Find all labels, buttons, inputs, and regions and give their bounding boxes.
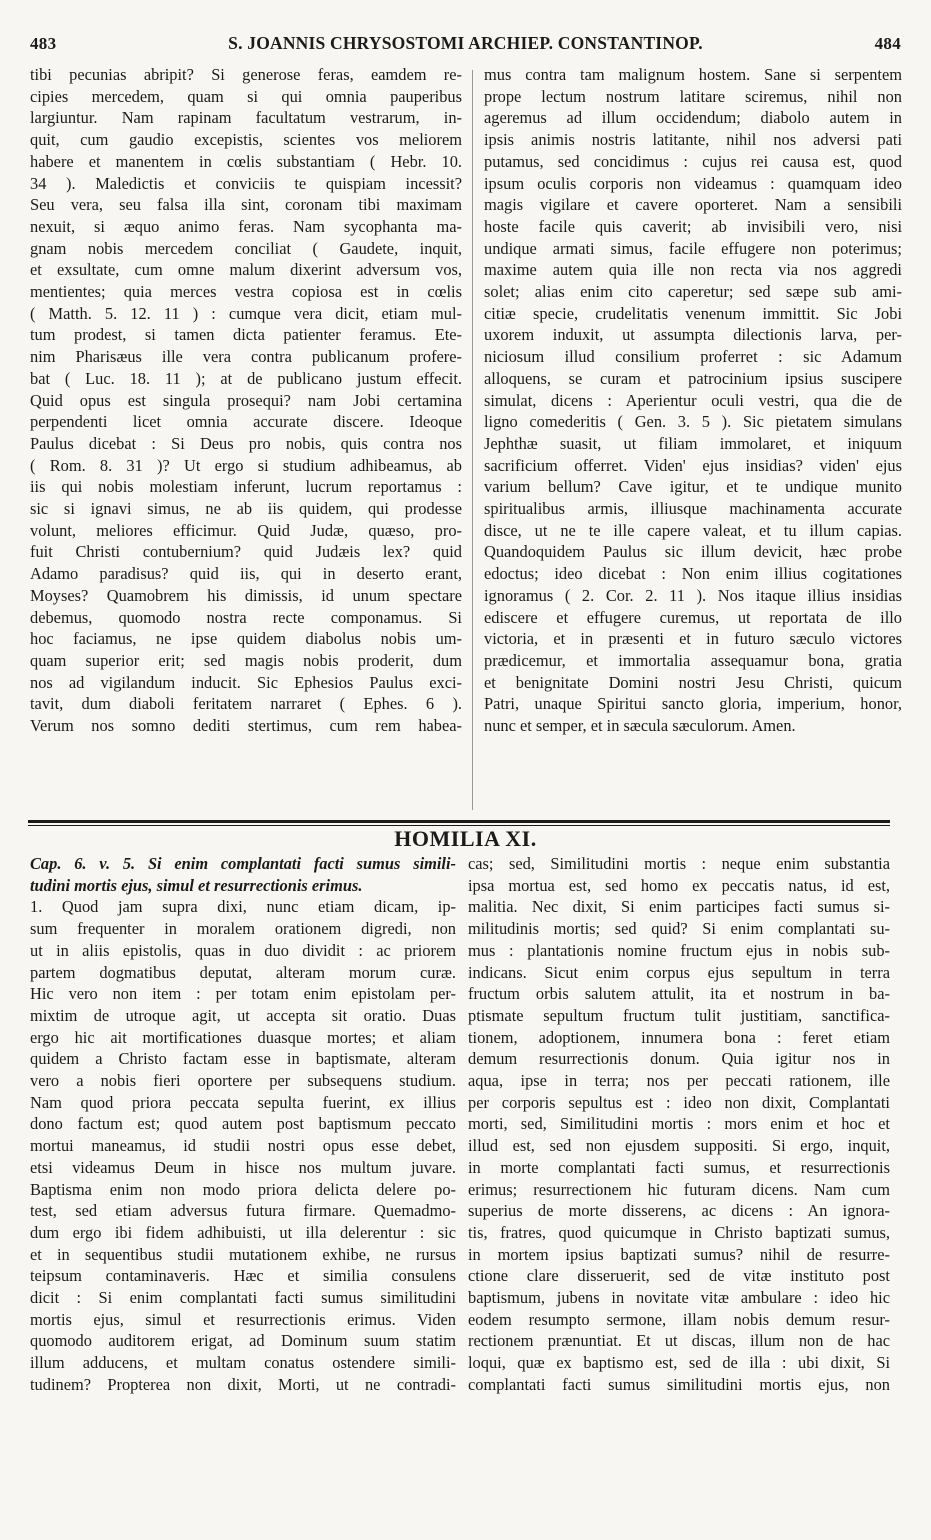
page-number-right: 484 (874, 34, 901, 53)
text-line: mortui maneamus, id studii nostri opus esse debet, (30, 1136, 456, 1156)
text-line: ediscere et effugere curemus, ut reportata de illo (484, 607, 902, 627)
text-line: hoc faciamus, ne ipse quidem diabolus nobis um- (30, 629, 462, 649)
text-line: et exsultate, cum omne malum dixerint adversum vos, (30, 260, 462, 280)
text-line: tudinem? Propterea non dixit, Morti, ut ne contradi- (30, 1374, 456, 1394)
text-line: test, sed etiam adversus futura firmare. Quemadmo- (30, 1201, 456, 1221)
text-line: tibi pecunias abripit? Si generose feras, eamdem re- (30, 65, 462, 84)
text-line: tavit, dum diaboli feritatem narraret ( Ephes. 6 ). (30, 694, 462, 714)
text-line: in morte complantati facti sumus, et resurrectionis (468, 1157, 890, 1177)
text-line: Cap. 6. v. 5. Si enim complantati facti sumus simili- (30, 854, 456, 873)
text-line: gnam nobis mercedem conciliat ( Gaudete, inquit, (30, 238, 462, 258)
text-line: quomodo auditorem erigat, ad Dominum suum statim (30, 1331, 456, 1351)
text-column-bottom-right (468, 853, 890, 1396)
text-line: Quandoquidem Paulus sic illum devicit, hæc probe (484, 542, 902, 562)
text-line: ergo hic ait mortificationes duasque mortes; et aliam (30, 1027, 456, 1047)
text-line: sic si ignavi simus, ne ab iis quidem, qui prodesse (30, 499, 462, 519)
text-line: mortis ejus, simul et resurrectionis erimus. Viden (30, 1309, 456, 1329)
text-line: nos ad vigilandum inducit. Sic Ephesios Paulus exci- (30, 672, 462, 692)
text-line: simulat, dicens : Aperientur oculi vestri, qua die de (484, 390, 902, 410)
text-line: largiuntur. Nam rapinam facultatum vestrarum, in- (30, 108, 462, 128)
text-line: ipsum oculis corporis non videamus : quamquam ideo (484, 173, 902, 193)
text-line: volunt, meliores efficimur. Quid Judæ, quæso, pro- (30, 520, 462, 540)
text-line: sacrificium offerret. Viden' ejus insidias? viden' ejus (484, 455, 902, 475)
text-line: mentientes; quia merces vestra copiosa est in cœlis (30, 282, 462, 302)
text-line: vero a nobis fieri oportere per subsequens studium. (30, 1071, 456, 1091)
text-line: indicans. Sicut enim corpus ejus sepultum in terra (468, 962, 890, 982)
text-line: dono factum est; quod autem post baptismum peccato (30, 1114, 456, 1134)
text-line: ligno comederitis ( Gen. 3. 5 ). Sic pietatem simulans (484, 412, 902, 432)
running-header (30, 33, 901, 59)
text-line: perpendenti licet omnia accurate discere. Ideoque (30, 412, 462, 432)
text-column-bottom-left (30, 853, 456, 1396)
text-line: dum ergo ibi fidem adhibuisti, ut illa delerentur : sic (30, 1222, 456, 1242)
text-line: rectionem prænuntiat. Et ut discas, illum non de hac (468, 1331, 890, 1351)
text-line: 1. Quod jam supra dixi, nunc etiam dicam, ip- (30, 897, 456, 917)
text-line: citiæ specie, crudelitatis venenum immittit. Sic Jobi (484, 303, 902, 323)
text-line: Nam quod priora peccata sepulta fuerint, ex illius (30, 1092, 456, 1112)
text-line: complantati facti sumus similitudini mortis ejus, non (468, 1374, 890, 1394)
text-line: mixtim de utroque agit, ut accepta sit oratio. Duas (30, 1005, 456, 1025)
text-line: ipsa mortua est, sed homo ex peccatis natus, id est, (468, 875, 890, 895)
running-title: S. JOANNIS CHRYSOSTOMI ARCHIEP. CONSTANTINOP. (228, 33, 703, 53)
text-line: partem dogmatibus deputat, alteram morum curæ. (30, 962, 456, 982)
text-line: illum adducens, et multam conatus ostendere simili- (30, 1353, 456, 1373)
text-line: ipsis animis nostris latitante, nihil nos adversi pati (484, 130, 902, 150)
text-line: erimus; resurrectionem hic futuram dicens. Nam cum (468, 1179, 890, 1199)
text-line: malitia. Nec dixit, Si enim participes facti sumus si- (468, 897, 890, 917)
text-line: spiritualibus armis, illiusque machinamenta accurate (484, 499, 902, 519)
text-line: ptismate sepultum fructum tulit justitiam, sanctifica- (468, 1005, 890, 1025)
text-line: mus contra tam malignum hostem. Sane si serpentem (484, 65, 902, 84)
text-line: hoste facile quis caverit; ab invisibili vero, nisi (484, 216, 902, 236)
text-line: cipies mercedem, quam si qui omnia pauperibus (30, 86, 462, 106)
text-line: loqui, quæ ex baptismo est, sed de illa : ubi dixit, Si (468, 1353, 890, 1373)
text-column-top-right (484, 64, 902, 737)
text-line: cas; sed, Similitudini mortis : neque enim substantia (468, 854, 890, 873)
text-line: habere et manentem in cœlis substantiam ( Hebr. 10. (30, 151, 462, 171)
text-line: varium bellum? Cave igitur, et te undique munito (484, 477, 902, 497)
text-line: tudini mortis ejus, simul et resurrectionis erimus. (30, 875, 363, 895)
text-line: Adamo paradisus? quid iis, qui in deserto erant, (30, 564, 462, 584)
text-line: dicit : Si enim complantati facti sumus similitudini (30, 1288, 456, 1308)
text-line: niciosum illud consilium proferret : sic Adamum (484, 347, 902, 367)
text-line: Quid opus est singula prosequi? nam Jobi certamina (30, 390, 462, 410)
homily-title: HOMILIA XI. (394, 826, 537, 851)
text-line: Seu vera, seu falsa illa sint, coronam tibi maximam (30, 195, 462, 215)
text-line: putamus, sed concidimus : cujus rei causa est, quod (484, 151, 902, 171)
text-line: disce, ut ne te ille capere valeat, et tu illum capias. (484, 520, 902, 540)
text-line: ignoramus ( 2. Cor. 2. 11 ). Nos itaque illius insidias (484, 585, 902, 605)
text-line: fuit Christi contubernium? quid Judæis lex? quid (30, 542, 462, 562)
text-line: eodem resumpto sermone, illam nobis demum resur- (468, 1309, 890, 1329)
text-line: ageremus ad illum occidendum; diabolo autem in (484, 108, 902, 128)
text-line: et benignitate Domini nostri Jesu Christi, quicum (484, 672, 902, 692)
text-line: quit, cum gaudio excepistis, scientes vos meliorem (30, 130, 462, 150)
text-line: tis, fratres, quod quicumque in Christo baptizati sumus, (468, 1222, 890, 1242)
text-line: superius de morte disserens, ac dicens : An ignora- (468, 1201, 890, 1221)
text-line: etsi videamus Deum in hisce nos multum juvare. (30, 1157, 456, 1177)
text-line: fructum orbis salutem attulit, ita et nostrum in ba- (468, 984, 890, 1004)
text-line: ut in aliis epistolis, quas in duo dividit : ac priorem (30, 940, 456, 960)
text-line: Jephthæ suasit, ut filiam immolaret, et iniquum (484, 433, 902, 453)
text-line: aqua, ipse in terra; nos per peccati rationem, ille (468, 1071, 890, 1091)
text-line: quam superior erit; sed magis nobis proderit, dum (30, 650, 462, 670)
text-line: bat ( Luc. 18. 11 ); at de publicano justum effecit. (30, 368, 462, 388)
text-line: quidem a Christo factam esse in baptismate, alteram (30, 1049, 456, 1069)
page-number-left: 483 (30, 34, 57, 53)
text-column-top-left (30, 64, 462, 737)
text-line: Patri, unaque Spiritui sancto gloria, imperium, honor, (484, 694, 902, 714)
text-line: Hic vero non item : per totam enim epistolam per- (30, 984, 456, 1004)
text-line: uxorem induxit, ut assumpta dilectionis larva, per- (484, 325, 902, 345)
text-line: ( Matth. 5. 12. 11 ) : cumque vera dicit, etiam mul- (30, 303, 462, 323)
text-line: in mortem ipsius baptizati sumus? nihil de resurre- (468, 1244, 890, 1264)
text-line: alloquens, se curam et patrocinium ipsius suscipere (484, 368, 902, 388)
section-divider (28, 820, 890, 823)
text-line: victoria, et in præsenti et in futuro sæculo victores (484, 629, 902, 649)
text-line: baptismum, jubens in novitate vitæ ambulare : ideo hic (468, 1288, 890, 1308)
text-line: illud est, sed non ejusdem suppositi. Si ergo, inquit, (468, 1136, 890, 1156)
text-line: tionem, adoptionem, innumera bona : feret etiam (468, 1027, 890, 1047)
text-line: ctione clare disseruerit, sed de vitæ instituto post (468, 1266, 890, 1286)
text-line: iis qui nobis molestiam inferunt, lucrum reportamus : (30, 477, 462, 497)
text-line: Verum nos somno dediti stertimus, cum rem habea- (30, 716, 462, 736)
text-line: demum resurrectionis donum. Quia igitur nos in (468, 1049, 890, 1069)
text-line: debemus, quomodo nostra recte componamus. Si (30, 607, 462, 627)
homily-paragraph (30, 896, 456, 1395)
text-line: Paulus dicebat : Si Deus pro nobis, quis contra nos (30, 433, 462, 453)
text-line: 34 ). Maledictis et conviciis te quispiam incessit? (30, 173, 462, 193)
text-line: solet; alias enim cito caperetur; sed sæpe sub ami- (484, 282, 902, 302)
text-line: undique armati simus, facile effugere non poterimus; (484, 238, 902, 258)
text-line: nexuit, si æquo animo feras. Nam sycophanta ma- (30, 216, 462, 236)
text-line: sum frequenter in moralem orationem digredi, non (30, 919, 456, 939)
text-line: nunc et semper, et in sæcula sæculorum. Amen. (484, 716, 796, 736)
text-line: et in sequentibus studii mutationem exhibe, ne rursus (30, 1244, 456, 1264)
text-line: per corporis sepultus est : ideo non dixit, Complantati (468, 1092, 890, 1112)
text-line: prope lectum nostrum latitare sciremus, nihil non (484, 86, 902, 106)
text-line: Baptisma enim non modo priora delicta delere po- (30, 1179, 456, 1199)
text-line: magis vigilare et cavere oporteret. Nam a sensibili (484, 195, 902, 215)
text-line: ( Rom. 8. 31 )? Ut ergo si studium adhibeamus, ab (30, 455, 462, 475)
text-line: morti, sed, Similitudini mortis : mors enim et hoc et (468, 1114, 890, 1134)
text-line: tum prodest, si tamen dicta patienter feramus. Ete- (30, 325, 462, 345)
column-separator (472, 70, 473, 810)
text-line: Moyses? Quamobrem his dimissis, id unum spectare (30, 585, 462, 605)
text-line: mus : plantationis nomine fructum ejus in nobis sub- (468, 940, 890, 960)
text-line: edoctus; ideo dicebat : Non enim illius cogitationes (484, 564, 902, 584)
text-line: prædicemur, et immortalia assequamur bona, gratia (484, 650, 902, 670)
chapter-heading (30, 853, 456, 896)
text-line: maxime autem quia ille non recta via nos aggredi (484, 260, 902, 280)
text-line: nim Pharisæus ille vera contra publicanum profere- (30, 347, 462, 367)
text-line: militudinis mortis; sed quid? Si enim complantati su- (468, 919, 890, 939)
text-line: teipsum contaminaveris. Hæc et similia consulens (30, 1266, 456, 1286)
